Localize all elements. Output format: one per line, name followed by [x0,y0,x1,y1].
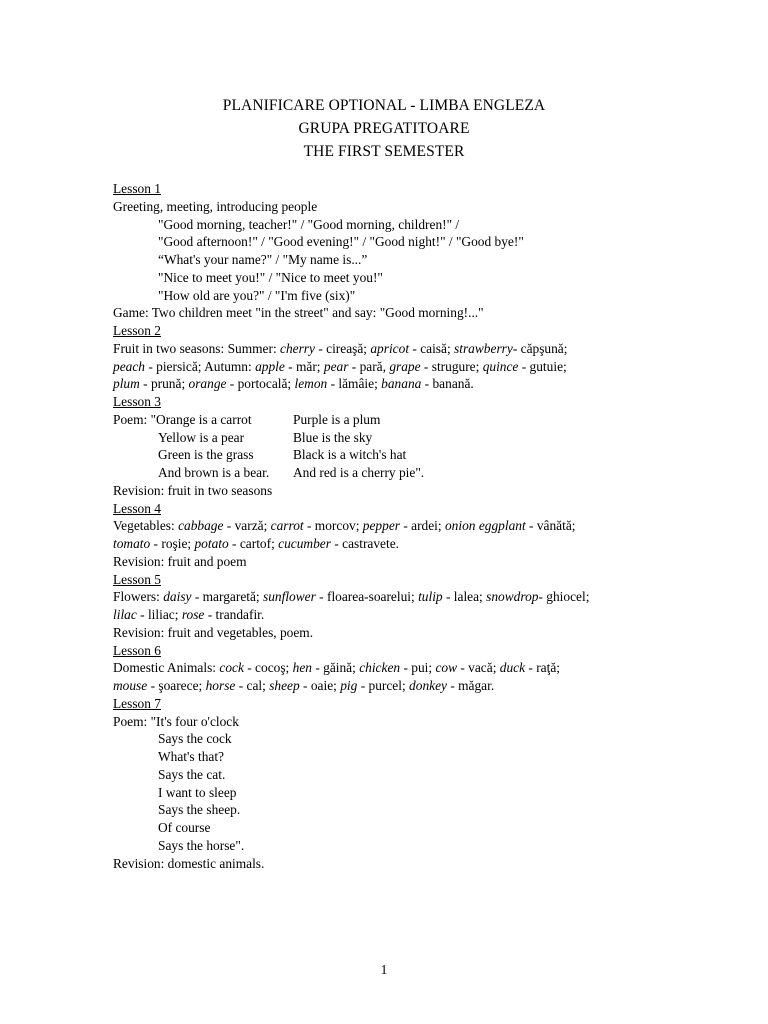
english-word: mouse [113,678,148,693]
english-word: cock [219,660,244,676]
text: - pară, [348,358,390,374]
poem-verse: And brown is a bear. [158,465,270,480]
text: - pui; [400,660,436,676]
lesson-4-revision: Revision: fruit and poem [113,553,247,569]
english-word: quince [482,358,519,374]
english-word: hen [292,660,312,676]
poem-verse: Yellow is a pear [158,429,245,445]
text: - prună; [139,376,189,392]
english-word: lemon [294,376,328,392]
lesson-4-heading: Lesson 4 [113,500,161,516]
lesson-6-heading: Lesson 6 [113,642,161,658]
english-word: orange [188,376,227,392]
text: Flowers: [113,589,164,605]
english-word: tulip [418,589,443,605]
text: - castravete. [330,536,399,551]
document-header [0,94,768,163]
text: - vânătă; [525,518,576,534]
english-word: carrot [270,518,304,534]
english-word: cherry [280,340,315,356]
english-word: peach [113,358,145,374]
lesson-4-line-2 [113,535,673,553]
english-word: apple [255,358,285,374]
lesson-7-poem-verse: Of course [158,820,211,835]
lesson-3-poem-row [113,464,673,482]
english-word: pear [323,358,349,374]
text: - vacă; [457,660,500,676]
text: - căpşună; [512,340,568,356]
text: - şoarece; [147,678,206,693]
lesson-7-heading: Lesson 7 [113,695,161,711]
lesson-3-revision: Revision: fruit in two seasons [113,482,273,498]
lesson-1-phrase: “What's your name?" / "My name is...” [158,252,368,267]
text: Fruit in two seasons: Summer: [113,340,281,356]
english-word: apricot [370,340,410,356]
lesson-7-poem-verse: Says the cock [158,731,232,747]
text: - lămâie; [327,376,382,392]
english-word: banana [381,376,422,392]
lesson-1-intro: Greeting, meeting, introducing people [113,198,318,214]
lesson-7-poem-first-line: Poem: "It's four o'clock [113,713,239,729]
lesson-4-line-1 [113,517,673,535]
text: - găină; [311,660,360,676]
english-word: onion eggplant [444,518,526,534]
lesson-1-game: Game: Two children meet "in the street" and say: "Good morning!..." [113,305,484,321]
poem-verse: And red is a cherry pie". [293,465,425,480]
text: - banană. [421,376,474,392]
poem-verse: Purple is a plum [293,411,381,427]
english-word: sunflower [263,589,316,605]
english-word: potato [194,536,229,551]
lesson-7-poem-verse: Says the horse". [158,837,245,853]
lesson-2-line-3 [113,375,673,393]
english-word: horse [205,678,236,693]
text: - margaretă; [191,589,263,605]
poem-verse: Green is the grass [158,447,254,463]
poem-prefix: Poem: [113,411,151,427]
text: - oaie; [299,678,341,693]
poem-verse: "Orange is a carrot [150,411,252,427]
text: - roşie; [150,536,195,551]
text: - ghiocel; [538,589,590,605]
lesson-1-phrase: "Nice to meet you!" / "Nice to meet you!" [158,269,383,285]
lesson-1-phrase: "Good morning, teacher!" / "Good morning, children!" / [158,216,460,232]
lesson-7-poem-verse: Says the sheep. [158,802,241,818]
lesson-2-heading: Lesson 2 [113,323,161,338]
lesson-5-heading: Lesson 5 [113,571,161,587]
english-word: grape [389,358,421,374]
text: - morcov; [303,518,363,534]
document-subtitle-group: GRUPA PREGATITOARE [298,120,470,137]
lesson-2-line-1 [113,340,673,358]
lesson-6-line-2 [113,677,673,695]
lesson-3-poem-row [113,411,673,429]
text: - piersică; Autumn: [144,358,256,374]
text: - trandafir. [204,607,265,622]
text: - cireaşă; [314,340,371,356]
text: - purcel; [357,678,410,693]
english-word: cow [435,660,458,676]
english-word: lilac [113,607,137,622]
english-word: chicken [359,660,401,676]
english-word: snowdrop [486,589,539,605]
lesson-6-line-1 [113,659,673,677]
poem-verse: Black is a witch's hat [293,447,407,463]
lesson-3-poem-row [113,446,673,464]
lesson-1-heading: Lesson 1 [113,181,161,196]
text: - lalea; [442,589,487,605]
text: - raţă; [525,660,560,676]
text: - caisă; [409,340,455,356]
english-word: cabbage [178,518,224,534]
text: - măgar. [446,678,495,693]
lesson-5-line-2 [113,606,673,624]
poem-left-cell [113,411,293,429]
english-word: strawberry [454,340,513,356]
lesson-3-heading: Lesson 3 [113,394,161,409]
text: Vegetables: [113,518,179,534]
lesson-7-poem-verse: What's that? [158,749,224,764]
lesson-5-line-1 [113,588,673,606]
text: - cartof; [228,536,279,551]
english-word: plum [113,376,140,392]
text: - liliac; [136,607,182,622]
poem-verse: Blue is the sky [293,429,373,445]
lesson-2-line-2 [113,358,673,376]
lesson-7-revision: Revision: domestic animals. [113,855,265,871]
text: - floarea-soarelui; [315,589,419,605]
text: - portocală; [226,376,295,392]
text: - varză; [223,518,271,534]
lesson-5-revision: Revision: fruit and vegetables, poem. [113,624,314,640]
text: - cal; [235,678,270,693]
lesson-1-phrase: "How old are you?" / "I'm five (six)" [158,287,356,303]
lesson-7-poem-verse: Says the cat. [158,766,226,782]
english-word: daisy [163,589,192,605]
english-word: pig [340,678,358,693]
text: - gutuie; [518,358,567,374]
lesson-1-phrase: "Good afternoon!" / "Good evening!" / "Good night!" / "Good bye!" [158,234,524,250]
text: - măr; [284,358,324,374]
english-word: sheep [269,678,300,693]
english-word: rose [181,607,205,622]
lesson-3-poem-row [113,429,673,447]
english-word: duck [499,660,526,676]
english-word: pepper [362,518,400,534]
english-word: cucumber [278,536,331,551]
document-body [113,180,673,872]
text: - ardei; [399,518,445,534]
document-subtitle-semester: THE FIRST SEMESTER [303,143,465,160]
text: Domestic Animals: [113,660,220,676]
text: - cocoş; [243,660,293,676]
english-word: donkey [409,678,447,693]
english-word: tomato [113,536,151,551]
page-number: 1 [380,962,388,977]
lesson-7-poem-verse: I want to sleep [158,784,237,800]
text: - strugure; [420,358,483,374]
document-title: PLANIFICARE OPTIONAL - LIMBA ENGLEZA [222,97,546,114]
